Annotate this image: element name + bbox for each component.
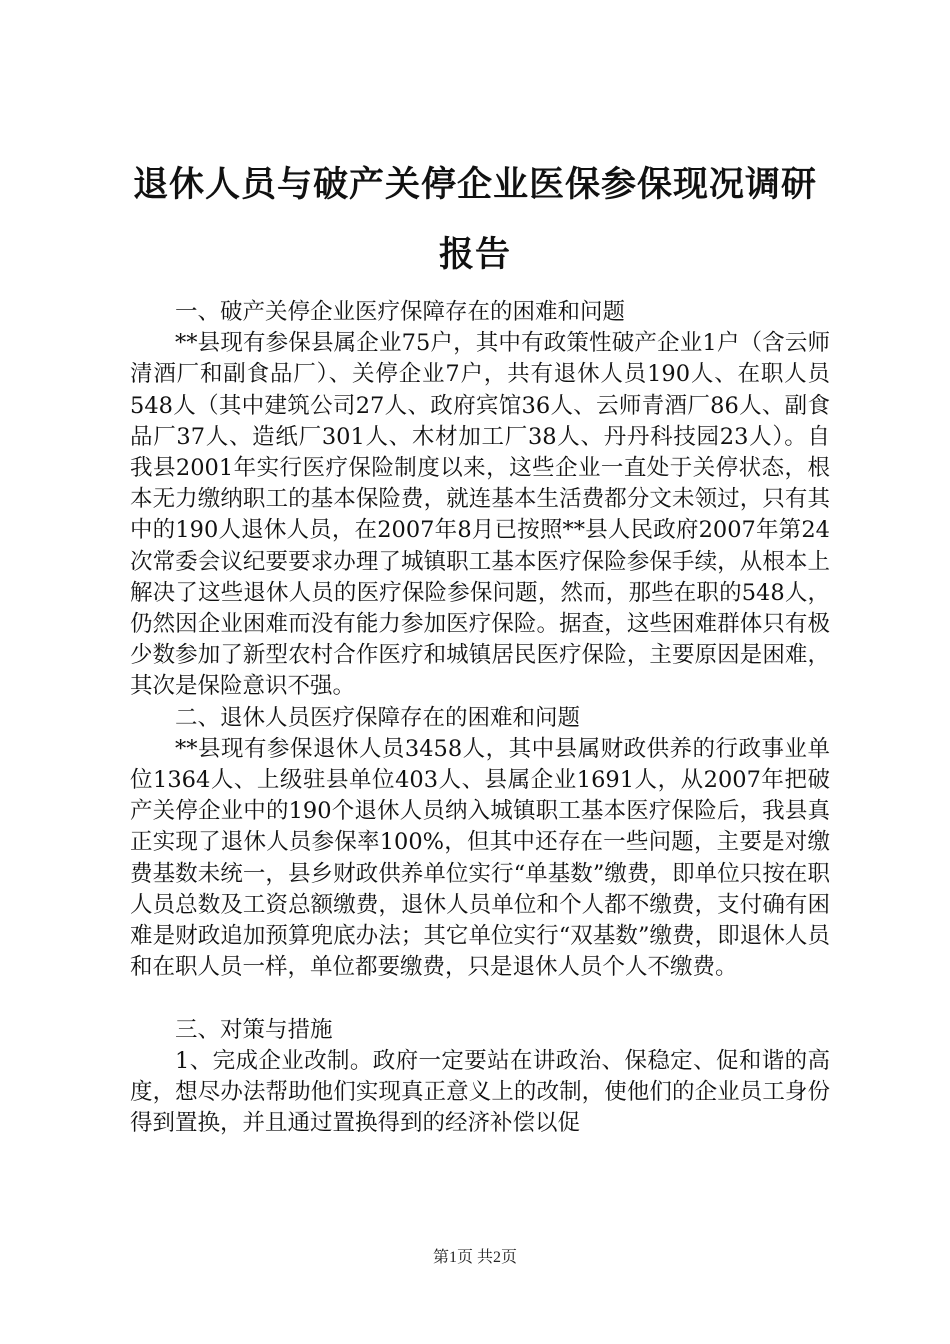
section-3-paragraph: 1、完成企业改制。政府一定要站在讲政治、保稳定、促和谐的高度，想尽办法帮助他们实现真正意义上的改制，使他们的企业员工身份得到置换，并且通过置换得到的经济补偿以促 xyxy=(130,1047,830,1137)
section-heading-2: 二、退休人员医疗保障存在的困难和问题 xyxy=(175,704,581,731)
paragraph-spacer xyxy=(130,983,830,1014)
section-heading-1: 一、破产关停企业医疗保障存在的困难和问题 xyxy=(175,299,626,325)
section-heading-3: 三、对策与措施 xyxy=(175,1016,333,1043)
section-2-paragraph: **县现有参保退休人员3458人，其中县属财政供养的行政事业单位1364人、上级驻县单位403人、县属企业1691人，从2007年把破产关停企业中的190个退休人员纳入城镇职工基本医疗保险后，我县真正实现了退休人员参保率100%，但其中还存在一些问题，主要是对缴费基数未统一，县乡财政供养单位实行“单基数”缴费，即单位只按在职人员总数及工资总额缴费，退休人员单位和个人都不缴费，支付确有困难是财政追加预算兜底办法；其它单位实行“双基数”缴费，即退休人员和在职人员一样，单位都要缴费，只是退休人员个人不缴费。 xyxy=(130,735,830,981)
document-title: 退休人员与破产关停企业医保参保现况调研报告 xyxy=(132,165,817,275)
document-body xyxy=(130,297,830,1139)
section-1-paragraph: **县现有参保县属企业75户，其中有政策性破产企业1户（含云师清酒厂和副食品厂）、关停企业7户，共有退休人员190人、在职人员548人（其中建筑公司27人、政府宾馆36人、云师青酒厂86人、副食品厂37人、造纸厂301人、木材加工厂38人、丹丹科技园23人）。自我县2001年实行医疗保险制度以来，这些企业一直处于关停状态，根本无力缴纳职工的基本保险费，就连基本生活费都分文未领过，只有其中的190人退休人员，在2007年8月已按照**县人民政府2007年第24次常委会议纪要要求办理了城镇职工基本医疗保险参保手续，从根本上解决了这些退休人员的医疗保险参保问题，然而，那些在职的548人，仍然因企业困难而没有能力参加医疗保险。据查，这些困难群体只有极少数参加了新型农村合作医疗和城镇居民医疗保险，主要原因是困难，其次是保险意识不强。 xyxy=(130,330,830,700)
page-number-footer: 第1页 共2页 xyxy=(432,1249,517,1266)
